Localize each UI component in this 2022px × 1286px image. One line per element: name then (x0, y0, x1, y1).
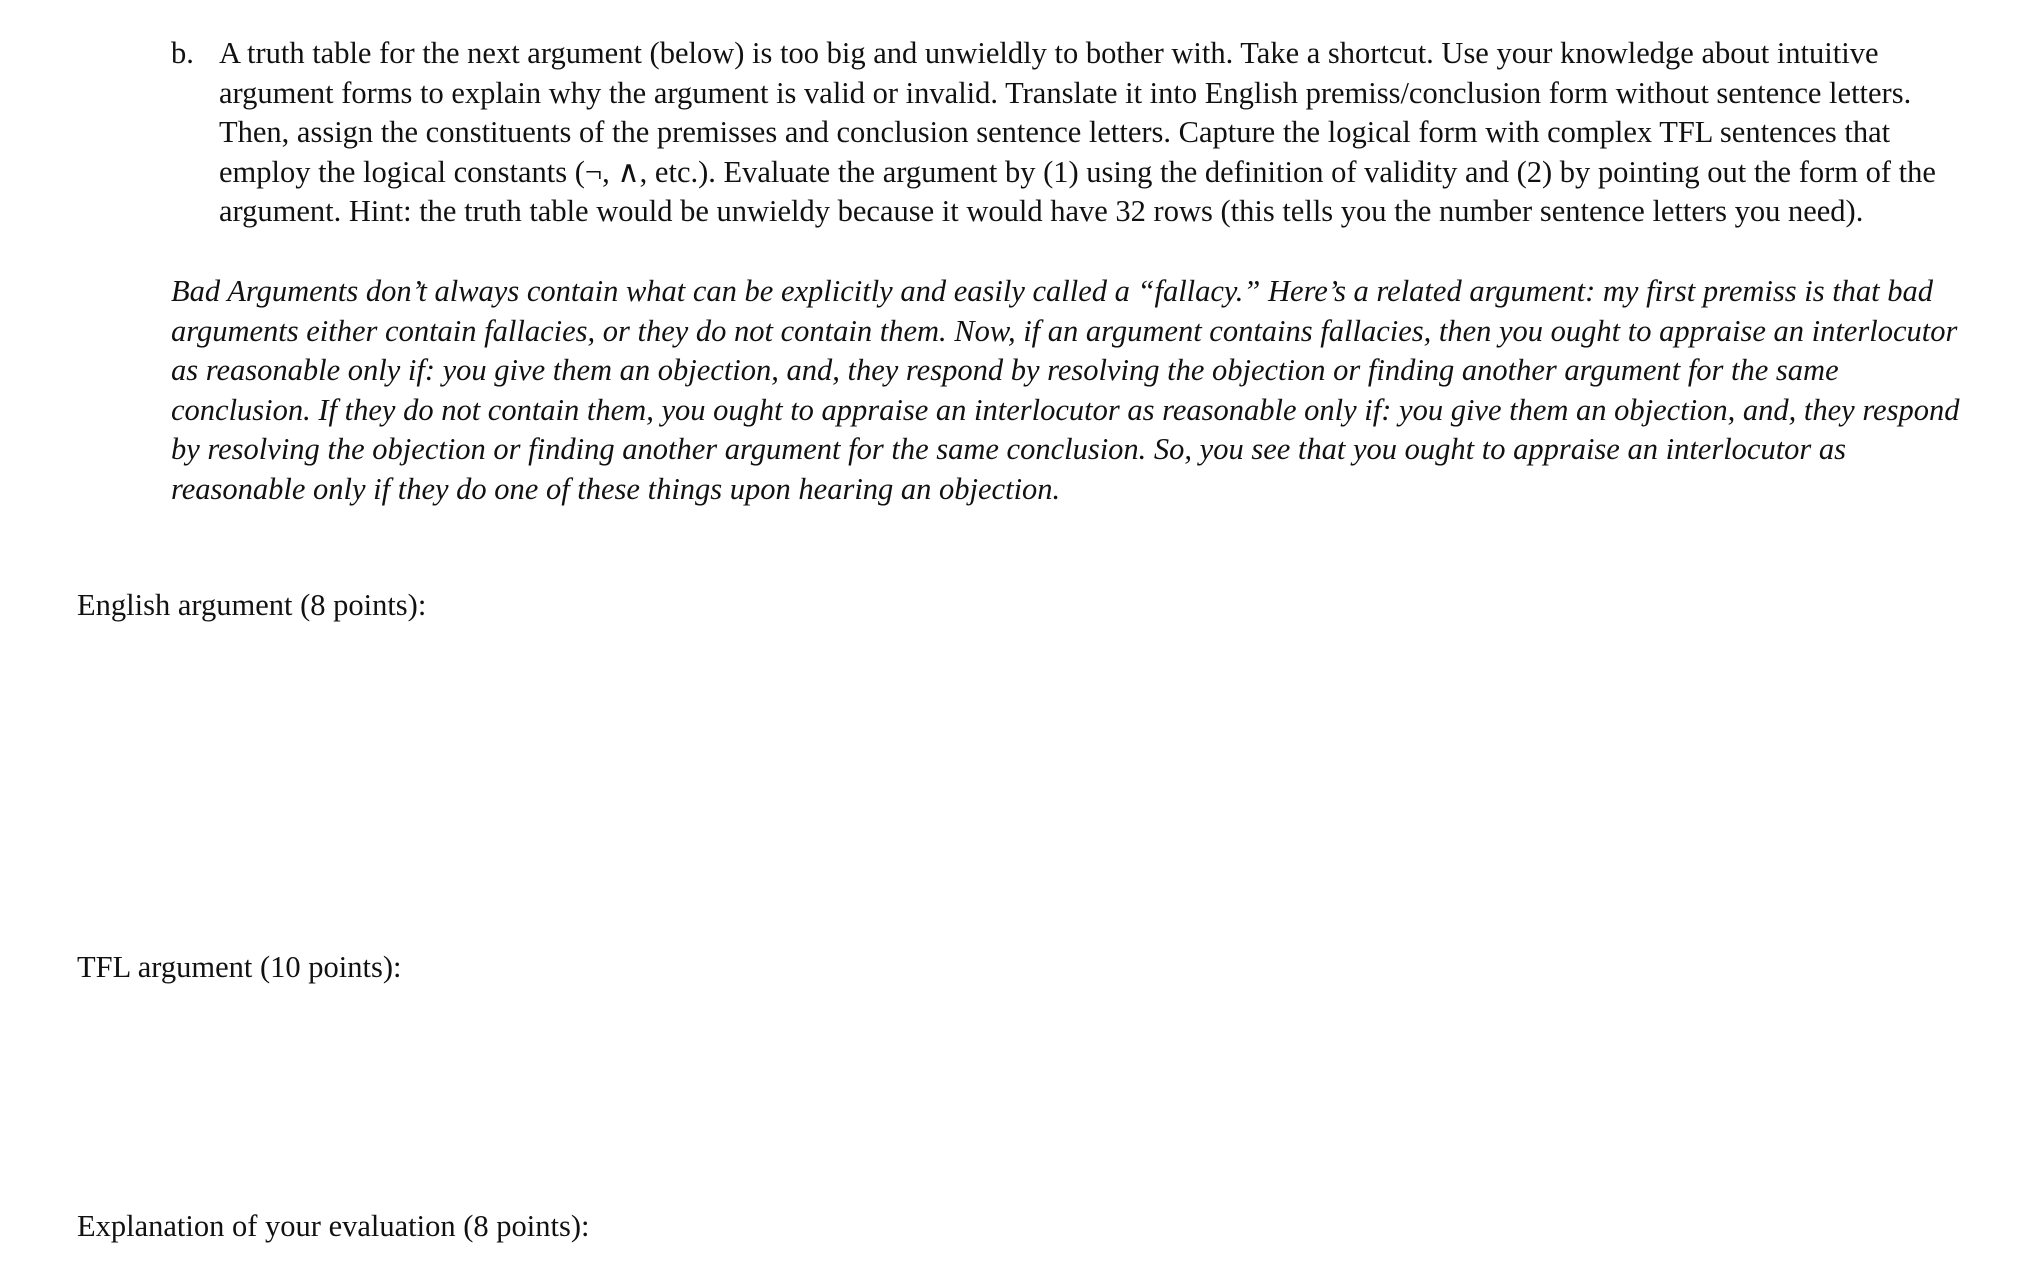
question-marker: b. (171, 36, 194, 70)
question-b (171, 34, 1971, 232)
argument-passage: Bad Arguments don’t always contain what can be explicitly and easily called a “fallacy.” Here’s a related argument: my first premiss is that bad arguments either contain fallacies, or they do not contain them. Now, if an argument contains fallacies, then you ought to appraise an interlocutor as reasonable only if: you give them an objection, and, they respond by resolving the objection or finding another argument for the same conclusion. If they do not contain them, you ought to appraise an interlocutor as reasonable only if: you give them an objection, and, they respond by resolving the objection or finding another argument for the same conclusion. So, you see that you ought to appraise an interlocutor as reasonable only if they do one of these things upon hearing an objection. (171, 274, 1960, 506)
explanation-label: Explanation of your evaluation (8 points): (77, 1209, 590, 1243)
question-instructions: A truth table for the next argument (below) is too big and unwieldly to bother with. Take a shortcut. Use your knowledge about intuitive argument forms to explain why the argument is valid or invalid. Translate it into English premiss/conclusion form without sentence letters. Then, assign the constituents of the premisses and conclusion sentence letters. Capture the logical form with complex TFL sentences that employ the logical constants (¬, ∧, etc.). Evaluate the argument by (1) using the definition of validity and (2) by pointing out the form of the argument. Hint: the truth table would be unwieldy because it would have 32 rows (this tells you the number sentence letters you need). (219, 36, 1936, 228)
tfl-argument-label: TFL argument (10 points): (77, 950, 402, 984)
english-argument-label: English argument (8 points): (77, 588, 427, 622)
